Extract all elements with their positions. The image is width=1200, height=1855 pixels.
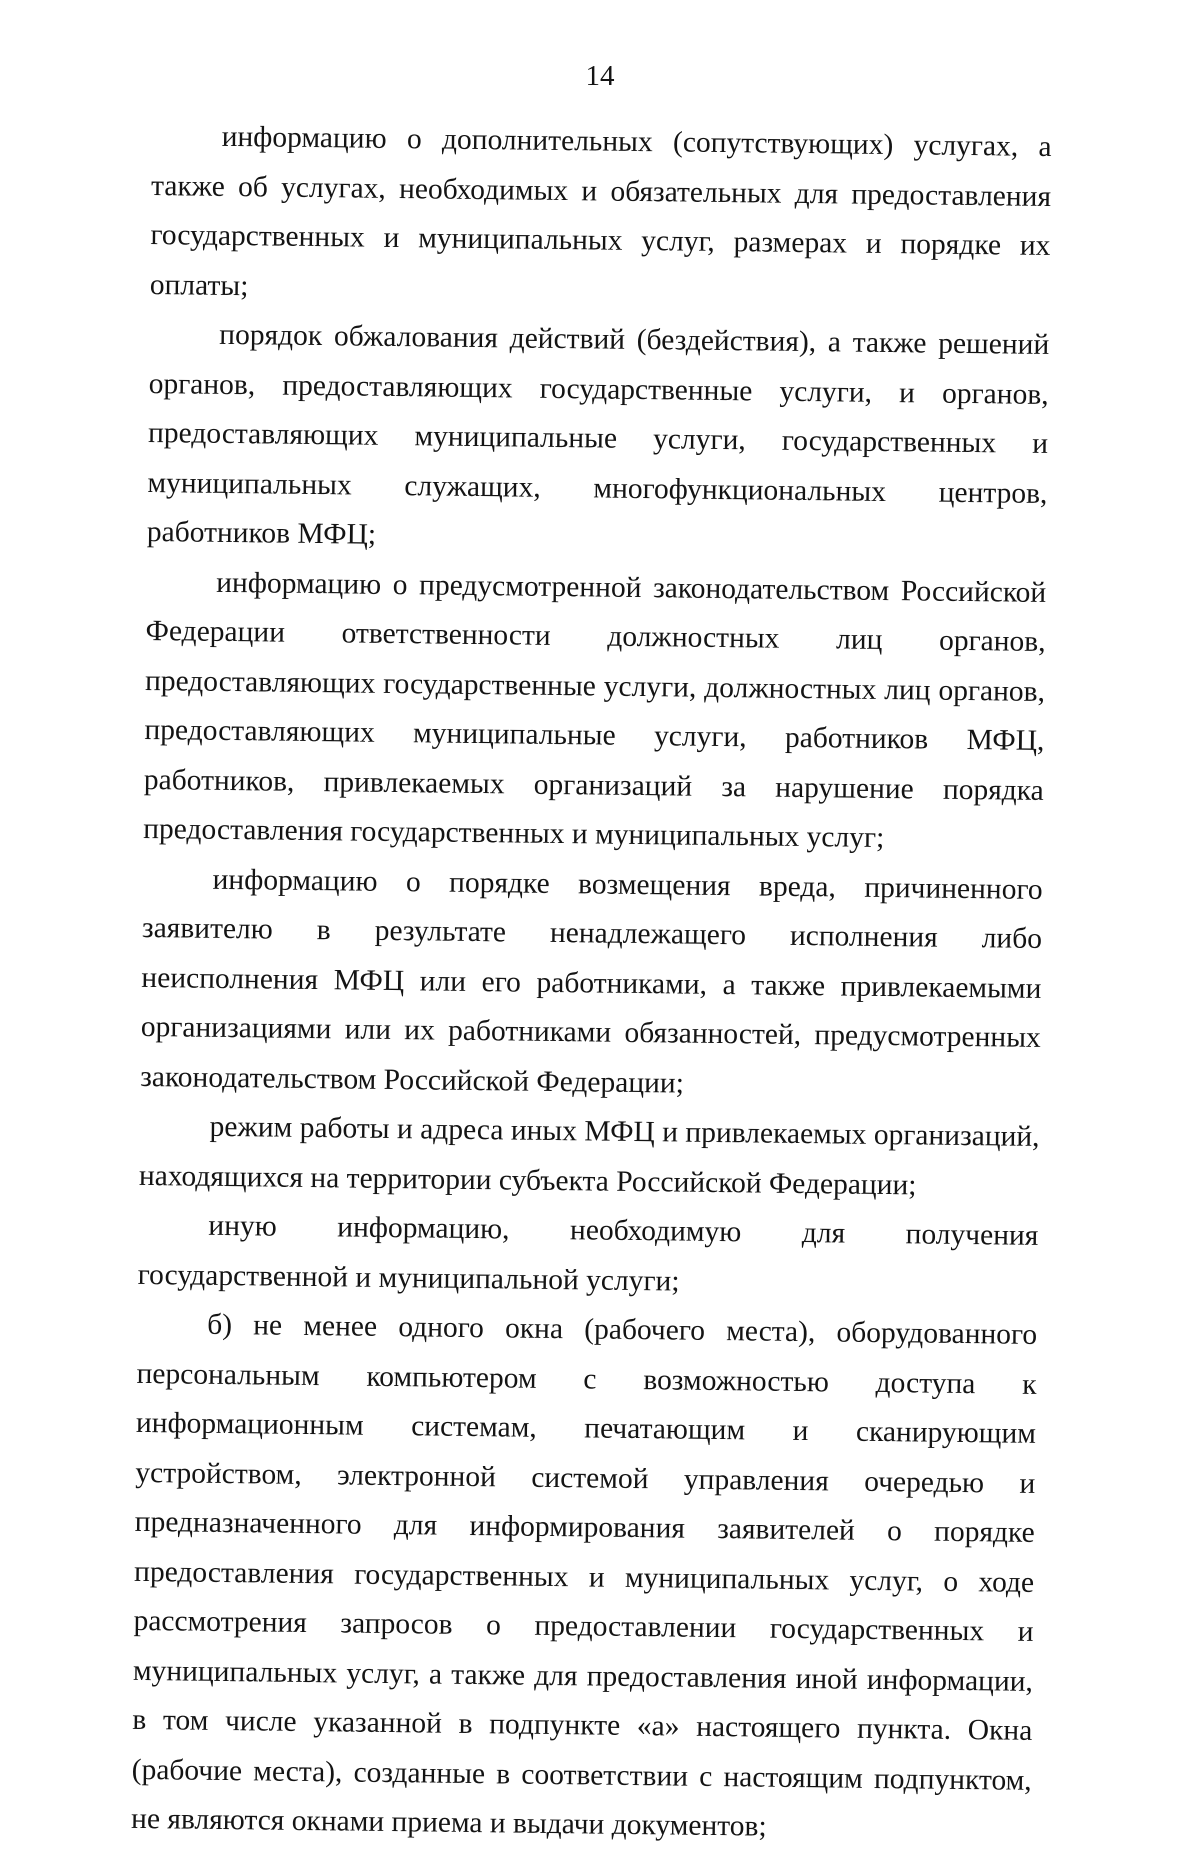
page-number: 14	[585, 60, 615, 92]
document-body	[131, 112, 1052, 1855]
paragraph-working-hours-addresses: режим работы и адреса иных МФЦ и привлекаемых организаций, находящихся на территории субъекта Российской Федерации;	[138, 1110, 1040, 1201]
paragraph-appeal-procedure: порядок обжалования действий (бездействия), а также решений органов, предоставляющих государственные услуги, и органов, предоставляющих муниципальные услуги, государственных и муниципальных служащих, многофункциональных центров, работников МФЦ;	[146, 318, 1050, 551]
paragraph-other-information: иную информацию, необходимую для получения государственной и муниципальной услуги;	[137, 1209, 1039, 1298]
paragraph-damage-compensation: информацию о порядке возмещения вреда, причиненного заявителю в результате ненадлежащего исполнения либо неисполнения МФЦ или его работниками, а также привлекаемыми организациями или их работниками обязанностей, предусмотренных законодательством Российской Федерации;	[140, 863, 1043, 1100]
paragraph-additional-services-info: информацию о дополнительных (сопутствующих) услугах, а также об услугах, необходимых и обязательных для предоставления государственных и муниципальных услуг, размерах и порядке их оплаты;	[149, 120, 1052, 302]
paragraph-subpoint-b-window: б) не менее одного окна (рабочего места), оборудованного персональным компьютером с возможностью доступа к информационным системам, печатающим и сканирующим устройством, электронной системой управления очередью и предназначенного для информирования заявителей о порядке предоставления государственных и муниципальных услуг, о ходе рассмотрения запросов о предоставлении государственных и муниципальных услуг, а также для предоставления иной информации, в том числе указанной в подпункте «а» настоящего пункта. Окна (рабочие места), созданные в соответствии с настоящим подпунктом, не являются окнами приема и выдачи документов;	[130, 1308, 1038, 1843]
paragraph-liability-info: информацию о предусмотренной законодательством Российской Федерации ответственности должностных лиц органов, предоставляющих государственные услуги, должностных лиц органов, предоставляющих муниципальные услуги, работников МФЦ, работников, привлекаемых организаций за нарушение порядка предоставления государственных и муниципальных услуг;	[143, 566, 1047, 854]
